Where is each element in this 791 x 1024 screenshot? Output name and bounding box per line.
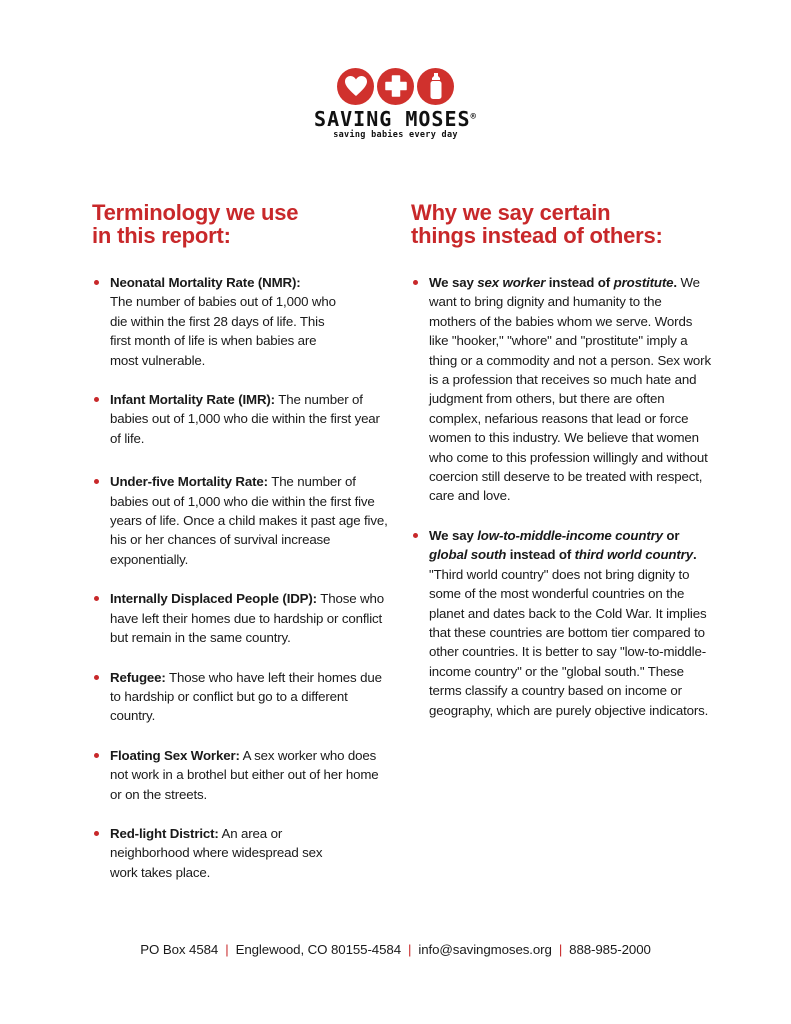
lead-text: We say	[429, 275, 478, 290]
list-item	[92, 824, 392, 882]
preferred-term: low-to-middle-income country	[477, 527, 663, 543]
separator: |	[558, 942, 563, 957]
lead-text: instead of	[506, 547, 575, 563]
lead-text: or	[662, 527, 680, 543]
item-lead	[429, 275, 677, 290]
preferred-term: global south	[429, 547, 507, 563]
lead-text: We say	[429, 527, 478, 543]
definition: The number of babies out of 1,000 who die within the first year of life.	[110, 392, 380, 446]
terminology-list	[92, 273, 392, 882]
definition: Those who have left their homes due to hardship or conflict but remain in the same country.	[110, 591, 384, 646]
brand-name	[0, 108, 791, 130]
why-heading	[411, 201, 711, 247]
list-item	[92, 390, 392, 448]
list-item	[92, 273, 392, 370]
bullet-icon	[94, 596, 99, 601]
separator: |	[408, 942, 412, 957]
bullet-icon	[94, 831, 99, 836]
heart-icon	[337, 68, 374, 105]
phone-number[interactable]: 888-985-2000	[569, 942, 651, 957]
bullet-icon	[413, 280, 418, 285]
plus-cross-icon	[377, 68, 414, 105]
explanation: We want to bring dignity and humanity to the mothers of the babies whom we serve. Words like "hooker," "whore" and "prostitute" imply a thing or a commodity and not a person. Sex work is a profession that receives so much hate and judgment from others, but there are often complex, nefarious reasons that lead or force women to this industry. We believe that women who come to this profession willingly and without coercion still deserve to be treated with respect, care and love.	[429, 275, 711, 504]
list-item	[92, 746, 392, 804]
email-link[interactable]: info@savingmoses.org	[418, 942, 552, 957]
list-item	[411, 273, 711, 506]
bullet-icon	[94, 280, 99, 285]
brand-name-text: SAVING MOSES	[314, 107, 471, 131]
registered-mark: ®	[470, 112, 477, 122]
why-list	[411, 273, 711, 720]
list-item	[411, 526, 711, 720]
avoided-term: third world country	[574, 547, 693, 563]
definition: An area or neighborhood where widespread sex work takes place.	[110, 825, 323, 880]
terminology-heading	[92, 201, 392, 247]
logo-icons	[0, 66, 791, 106]
term: Red-light District:	[110, 825, 219, 841]
city-address: Englewood, CO 80155-4584	[235, 942, 401, 957]
bullet-icon	[94, 753, 99, 758]
separator: |	[225, 942, 229, 957]
explanation: "Third world country" does not bring dignity to some of the most wonderful countries on the planet and dates back to the Cold War. It implies that these countries are bottom tier compared to other countries. It is better to say "low-to-middle-income country" or the "global south." These terms classify a country based on income or geography, which are purely objective indicators.	[429, 566, 709, 718]
item-lead	[429, 528, 696, 562]
list-item	[92, 589, 392, 647]
why-we-say-column	[411, 201, 711, 720]
term: Internally Displaced People (IDP):	[110, 591, 317, 607]
po-box: PO Box 4584	[140, 942, 219, 957]
avoided-term: prostitute	[613, 275, 674, 290]
baby-bottle-icon	[417, 68, 454, 105]
term: Under-five Mortality Rate:	[110, 474, 268, 490]
term: Refugee:	[110, 669, 166, 685]
terminology-column	[92, 201, 392, 882]
bullet-icon	[94, 675, 99, 680]
bullet-icon	[94, 479, 99, 484]
definition: The number of babies out of 1,000 who die within the first 28 days of life. This first month of life is when babies are most vulnerable.	[110, 294, 336, 368]
logo	[0, 66, 791, 141]
definition: The number of babies out of 1,000 who die within the first five years of life. Once a child makes it past age five, his or her chances of survival increase exponentially.	[110, 474, 388, 567]
term: Infant Mortality Rate (IMR):	[110, 392, 275, 408]
lead-text: instead of	[545, 275, 614, 290]
term: Neonatal Mortality Rate (NMR):	[110, 275, 301, 290]
brand-tagline: saving babies every day	[333, 130, 458, 140]
definition: A sex worker who does not work in a brothel but either out of her home or on the streets.	[110, 747, 379, 802]
term: Floating Sex Worker:	[110, 747, 240, 763]
lead-text: .	[673, 275, 677, 290]
heading-line: in this report:	[92, 223, 231, 248]
heading-line: things instead of others:	[411, 223, 663, 248]
heading-line: Why we say certain	[411, 200, 611, 225]
list-item	[92, 668, 392, 726]
bullet-icon	[413, 533, 418, 538]
bullet-icon	[94, 397, 99, 402]
definition: Those who have left their homes due to hardship or conflict but go to a different country.	[110, 669, 382, 724]
contact-footer	[0, 942, 791, 957]
list-item	[92, 472, 392, 569]
preferred-term: sex worker	[477, 275, 546, 290]
lead-text: .	[692, 547, 697, 563]
heading-line: Terminology we use	[92, 200, 299, 225]
